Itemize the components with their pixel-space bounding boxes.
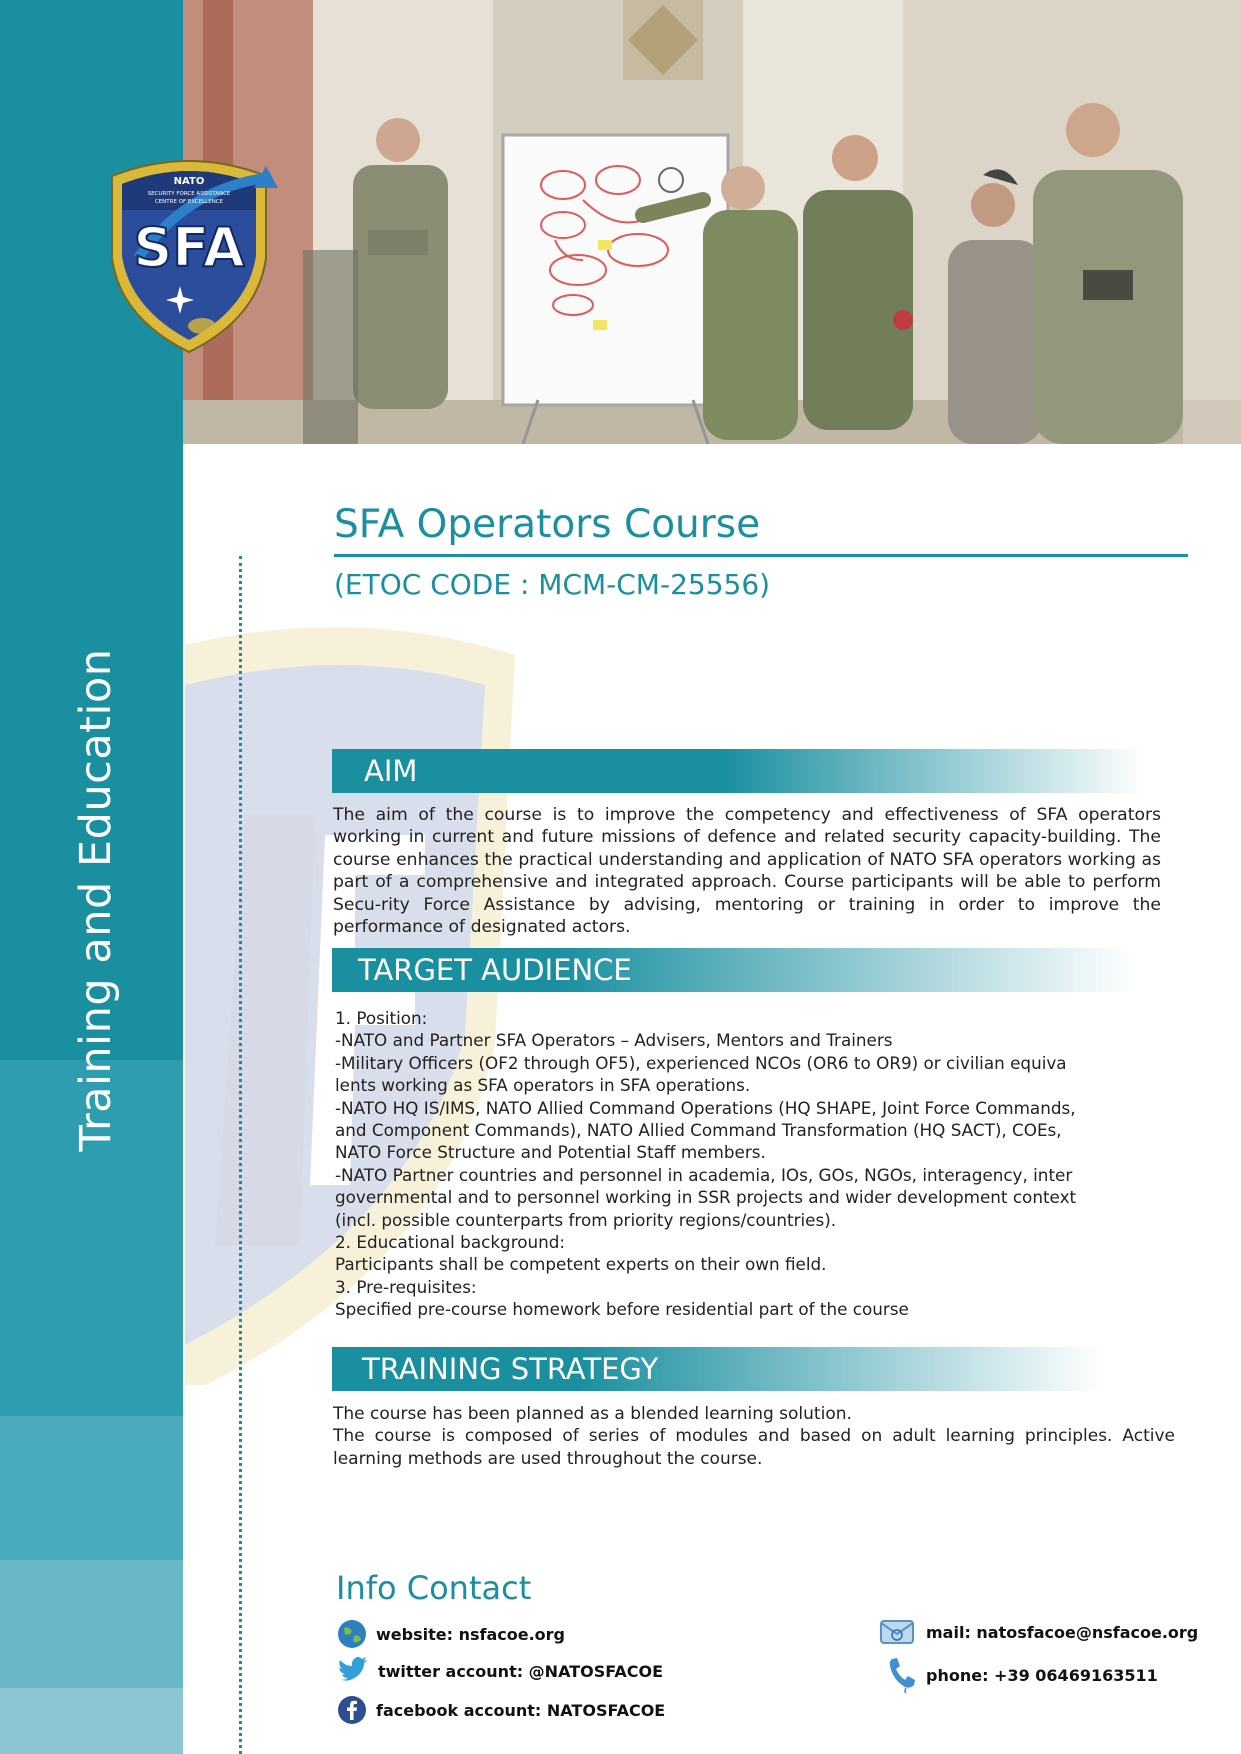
logo-top-text: NATO: [173, 176, 205, 187]
contact-website[interactable]: [336, 1618, 565, 1650]
audience-line: 2. Educational background:: [335, 1232, 566, 1253]
mail-icon: [878, 1614, 918, 1650]
contact-phone-text[interactable]: phone: +39 06469163511: [926, 1665, 1158, 1685]
audience-line: Specified pre-course homework before residential part of the course: [335, 1299, 909, 1320]
contact-twitter[interactable]: [336, 1655, 663, 1687]
title-rule: [334, 554, 1188, 557]
phone-icon: [886, 1655, 918, 1695]
training-strategy-heading: [332, 1347, 1104, 1391]
audience-line: (incl. possible counterparts from priority regions/countries).: [335, 1209, 837, 1230]
training-strategy-heading-text: TRAINING STRATEGY: [362, 1352, 659, 1386]
audience-line: -Military Officers (OF2 through OF5), experienced NCOs (OR6 to OR9) or civilian equiva: [335, 1052, 1067, 1073]
training-strategy-text: [333, 1403, 1175, 1470]
twitter-icon: [336, 1655, 370, 1687]
audience-line: and Component Commands), NATO Allied Command Transformation (HQ SACT), COEs,: [335, 1120, 1062, 1141]
sidebar-band: [0, 1560, 183, 1688]
sidebar-title: Training and Education: [71, 648, 121, 1152]
aim-heading-text: AIM: [364, 754, 418, 788]
target-audience-heading-text: TARGET AUDIENCE: [358, 953, 632, 987]
audience-line: Participants shall be competent experts on their own field.: [335, 1254, 827, 1275]
dotted-divider: [239, 556, 242, 1754]
sfa-coe-logo: [98, 148, 280, 354]
logo-acronym: SFA: [133, 216, 245, 279]
contact-mail[interactable]: [878, 1614, 1198, 1650]
logo-line1: SECURITY FORCE ASSISTANCE: [147, 191, 231, 197]
aim-text: The aim of the course is to improve the competency and effectiveness of SFA operators working in current and future missions of defence and related security capacity-building. The course enhances the practical understanding and application of NATO SFA operators working as part of a comprehensive and integrated approach. Course participants will be able to perform Secu-rity Force Assistance by advising, mentoring or training in order to improve the performance of designated actors.: [333, 805, 1161, 938]
course-title: SFA Operators Course: [334, 502, 761, 547]
contact-facebook[interactable]: [336, 1694, 665, 1726]
target-audience-heading: [332, 948, 1135, 992]
info-contact-title: Info Contact: [336, 1569, 532, 1607]
contact-twitter-text[interactable]: twitter account: @NATOSFACOE: [378, 1661, 663, 1681]
audience-line: 3. Pre-requisites:: [335, 1276, 477, 1297]
audience-line: governmental and to personnel working in SSR projects and wider development context: [335, 1187, 1077, 1208]
audience-line: -NATO Partner countries and personnel in academia, IOs, GOs, NGOs, interagency, inter: [335, 1164, 1073, 1185]
logo-line2: CENTRE OF EXCELLENCE: [154, 199, 224, 205]
contact-phone[interactable]: [886, 1655, 1158, 1695]
contact-facebook-text[interactable]: facebook account: NATOSFACOE: [376, 1700, 666, 1720]
facebook-icon: [336, 1694, 368, 1726]
audience-line: -NATO HQ IS/IMS, NATO Allied Command Operations (HQ SHAPE, Joint Force Commands,: [335, 1097, 1076, 1118]
audience-line: lents working as SFA operators in SFA operations.: [335, 1075, 751, 1096]
audience-line: NATO Force Structure and Potential Staff members.: [335, 1142, 766, 1163]
contact-website-text[interactable]: website: nsfacoe.org: [376, 1624, 565, 1644]
sidebar-band: [0, 1416, 183, 1560]
audience-line: -NATO and Partner SFA Operators – Advisers, Mentors and Trainers: [335, 1030, 893, 1051]
sidebar-band: [0, 1688, 183, 1754]
course-code: (ETOC CODE : MCM-CM-25556): [334, 568, 771, 601]
training-strategy-line: The course is composed of series of modules and based on adult learning principles. Active learning methods are used throughout the course.: [333, 1426, 1175, 1469]
audience-line: 1. Position:: [335, 1008, 428, 1028]
contact-mail-text[interactable]: mail: natosfacoe@nsfacoe.org: [926, 1622, 1199, 1642]
target-audience-list: [335, 1007, 1163, 1321]
training-strategy-line: The course has been planned as a blended learning solution.: [333, 1404, 852, 1424]
globe-icon: [336, 1618, 368, 1650]
header-photo: [183, 0, 1241, 444]
aim-heading: [332, 749, 1146, 793]
